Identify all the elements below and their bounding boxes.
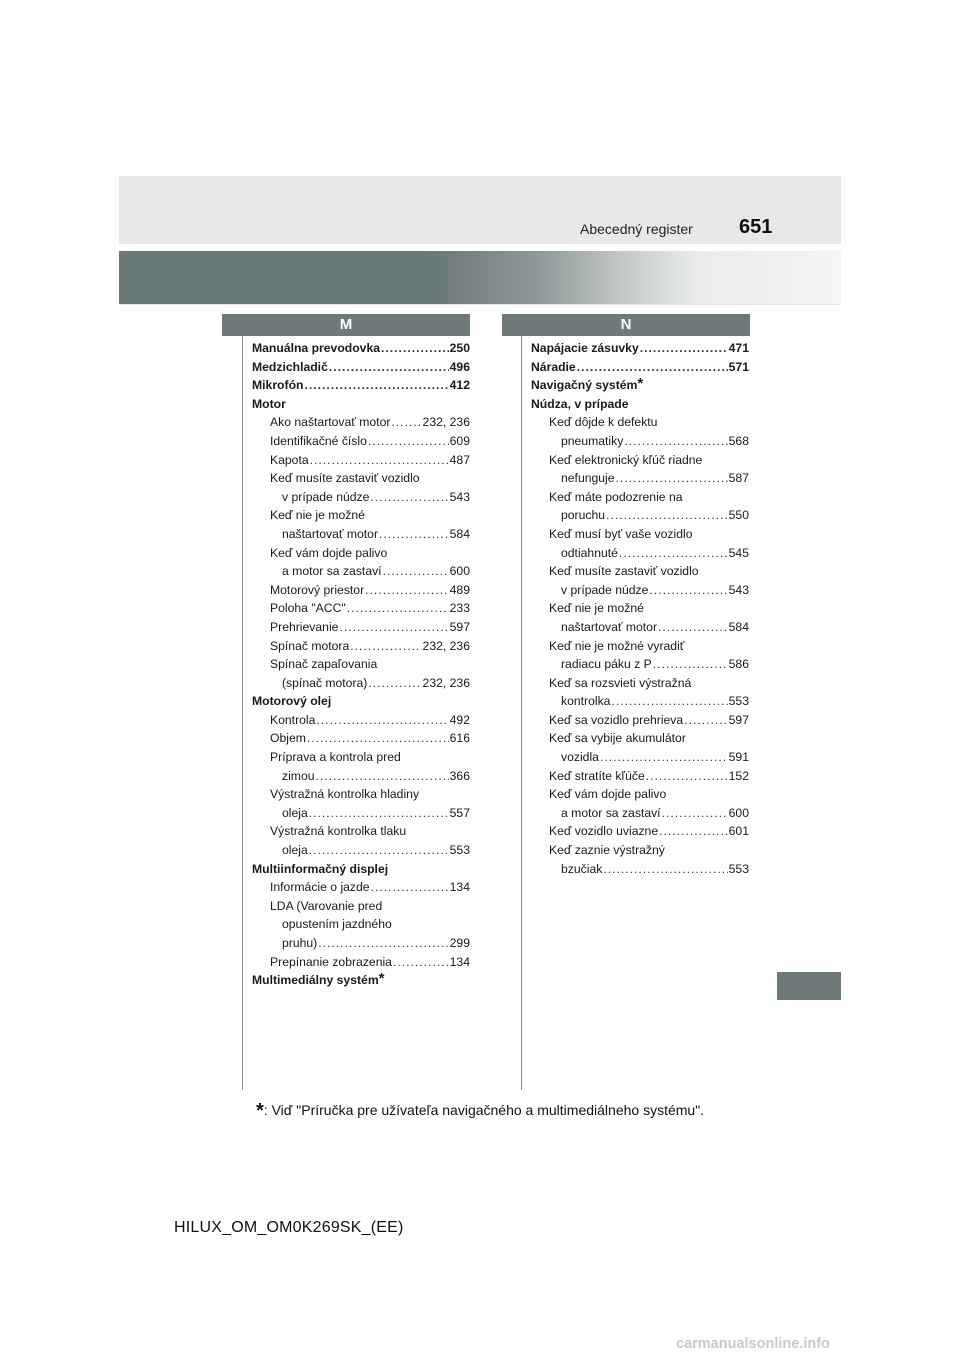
section-letter-m: M	[222, 314, 470, 336]
index-entry	[252, 376, 470, 395]
index-entry-text: v prípade núdze	[282, 489, 370, 504]
index-entry-page: 601	[728, 824, 749, 839]
index-entry-text: LDA (Varovanie pred	[270, 898, 383, 913]
dot-leader	[383, 562, 449, 581]
index-entry-text: Mikrofón	[252, 378, 304, 393]
index-entry-text: Keď sa vozidlo prehrieva	[549, 712, 684, 727]
index-entry-text: Núdza, v prípade	[531, 396, 629, 411]
index-entry-page: 550	[728, 508, 749, 523]
header-bar	[119, 176, 841, 244]
dot-leader	[304, 376, 448, 395]
index-entry-page: 597	[728, 712, 749, 727]
index-entry-text: (spínač motora)	[282, 675, 368, 690]
index-entry	[252, 860, 470, 879]
index-entry	[252, 618, 470, 637]
index-entry	[252, 413, 470, 432]
index-entry	[252, 953, 470, 972]
dot-leader	[649, 581, 727, 600]
index-entry	[531, 729, 749, 748]
index-entry-page: 600	[728, 805, 749, 820]
index-entry-text: pruhu)	[282, 936, 318, 950]
chapter-side-tab	[777, 972, 841, 1000]
index-entry-text: bzučiak	[561, 861, 603, 876]
index-column-n	[531, 339, 749, 878]
index-entry-text: Keď nie je možné vyradiť	[549, 638, 685, 653]
index-entry-text: Kapota	[270, 452, 309, 467]
index-entry	[531, 451, 749, 470]
index-entry-text: Výstražná kontrolka tlaku	[270, 824, 407, 839]
index-entry-text: naštartovať motor	[282, 526, 379, 541]
index-entry-text: Spínač zapaľovania	[270, 657, 378, 672]
index-entry-text: vozidla	[561, 750, 599, 765]
index-entry-page: 571	[728, 359, 749, 374]
dot-leader	[350, 637, 421, 656]
index-entry-page: 489	[449, 582, 470, 597]
column-divider-middle	[521, 336, 522, 1090]
index-entry	[531, 358, 749, 377]
index-entry-text: Náradie	[531, 359, 576, 374]
footnote	[256, 1098, 704, 1121]
index-entry	[252, 748, 470, 767]
index-entry-text: Príprava a kontrola pred	[270, 750, 401, 765]
index-entry-page: 496	[449, 359, 470, 374]
index-entry-text: Keď zaznie výstražný	[549, 843, 665, 858]
index-entry-page: 134	[449, 954, 470, 969]
index-entry	[531, 544, 749, 563]
index-entry-text: opustením jazdného	[282, 917, 392, 932]
dot-leader	[684, 711, 727, 730]
index-entry	[531, 413, 749, 432]
dot-leader	[616, 469, 728, 488]
dot-leader	[316, 711, 448, 730]
index-entry	[531, 674, 749, 693]
index-entry-page: 553	[728, 694, 749, 709]
index-entry: Navigačný systém *	[531, 376, 749, 395]
dot-leader	[368, 432, 449, 451]
index-entry	[531, 804, 749, 823]
index-entry	[252, 339, 470, 358]
dot-leader	[347, 599, 449, 618]
index-entry-text: Keď nie je možné	[270, 508, 365, 523]
index-entry	[531, 841, 749, 860]
dot-leader	[619, 544, 728, 563]
index-entry	[252, 767, 470, 786]
divider	[119, 304, 841, 305]
index-entry	[252, 804, 470, 823]
index-entry	[252, 785, 470, 804]
index-entry-page: 366	[449, 768, 470, 783]
index-entry	[252, 841, 470, 860]
index-entry-text: Keď dôjde k defektu	[549, 415, 658, 430]
index-entry-page: 553	[728, 861, 749, 876]
footnote-text: : Viď "Príručka pre užívateľa navigačného a multimediálneho systému".	[263, 1102, 705, 1118]
index-entry-page: 584	[449, 526, 470, 541]
index-column-m	[252, 339, 470, 990]
section-letter-n: N	[502, 314, 750, 336]
dot-leader	[606, 506, 728, 525]
index-entry-page: 545	[728, 545, 749, 560]
index-entry	[531, 469, 749, 488]
dot-leader	[624, 432, 727, 451]
index-entry	[252, 729, 470, 748]
index-entry-text: Keď vozidlo uviazne	[549, 824, 659, 839]
index-entry	[252, 897, 470, 916]
index-entry-text: Napájacie zásuvky	[531, 341, 639, 355]
index-entry-text: oleja	[282, 805, 308, 820]
index-entry	[531, 488, 749, 507]
index-entry-page: 616	[449, 731, 470, 746]
index-entry-text: Medzichladič	[252, 359, 328, 374]
index-entry-page: 471	[728, 341, 749, 355]
index-entry-text: Keď vám dojde palivo	[270, 545, 388, 560]
dot-leader	[381, 339, 449, 358]
dot-leader	[318, 934, 448, 953]
dot-leader	[603, 860, 727, 879]
index-entry	[531, 822, 749, 841]
dot-leader	[365, 581, 449, 600]
index-entry-text: poruchu	[561, 508, 606, 523]
index-entry	[252, 822, 470, 841]
index-entry-page: 134	[449, 880, 470, 895]
index-entry-text: Motorový priestor	[270, 582, 365, 597]
index-entry-text: Keď musí byť vaše vozidlo	[549, 526, 693, 541]
dot-leader	[640, 339, 728, 358]
dot-leader	[646, 767, 728, 786]
watermark: carmanualsonline.info	[676, 1336, 830, 1352]
index-entry	[252, 506, 470, 525]
index-entry-text: Spínač motora	[270, 638, 350, 653]
dot-leader	[309, 804, 449, 823]
index-entry-text: v prípade núdze	[561, 582, 649, 597]
dot-leader	[662, 804, 728, 823]
index-entry-page: 232, 236	[422, 415, 470, 430]
dot-leader	[329, 358, 449, 377]
dot-leader	[370, 488, 448, 507]
index-entry-text: Poloha "ACC"	[270, 601, 346, 616]
dot-leader	[393, 953, 449, 972]
dot-leader	[316, 767, 449, 786]
dot-leader	[391, 413, 421, 432]
index-entry-text: Multiinformačný displej	[252, 861, 389, 876]
index-entry-text: Kontrola	[270, 712, 316, 727]
index-entry	[252, 599, 470, 618]
index-entry	[531, 692, 749, 711]
column-divider-left	[242, 336, 243, 1090]
index-entry	[531, 562, 749, 581]
index-entry-text: naštartovať motor	[561, 619, 658, 634]
index-entry	[531, 339, 749, 358]
index-entry-page: 543	[728, 582, 749, 597]
index-entry	[531, 618, 749, 637]
index-entry-text: Ako naštartovať motor	[270, 415, 391, 430]
index-entry-text: Informácie o jazde	[270, 880, 370, 895]
index-entry	[252, 655, 470, 674]
index-entry	[252, 525, 470, 544]
index-entry-text: radiacu páku z P	[561, 657, 652, 672]
index-entry-page: 232, 236	[422, 638, 470, 653]
index-entry-page: 557	[449, 805, 470, 820]
index-entry-text: Keď sa vybije akumulátor	[549, 731, 686, 746]
index-entry-text: odtiahnuté	[561, 545, 618, 560]
index-entry-text: pneumatiky	[561, 433, 624, 448]
dot-leader	[339, 618, 448, 637]
index-entry-page: 152	[728, 768, 749, 783]
index-entry-text: zimou	[282, 768, 315, 783]
dot-leader	[600, 748, 728, 767]
index-entry-text: nefunguje	[561, 471, 615, 486]
dot-leader	[379, 525, 449, 544]
index-entry	[531, 785, 749, 804]
index-entry	[531, 748, 749, 767]
index-entry-text: Keď nie je možné	[549, 601, 644, 616]
index-entry-text: Prehrievanie	[270, 619, 339, 634]
index-entry	[252, 488, 470, 507]
index-entry-page: 250	[449, 341, 470, 355]
section-title: Abecedný register	[580, 221, 693, 237]
document-code: HILUX_OM_OM0K269SK_(EE)	[174, 1219, 404, 1236]
index-entry	[252, 544, 470, 563]
index-entry-text: oleja	[282, 843, 308, 858]
index-entry-text: Manuálna prevodovka	[252, 341, 381, 355]
index-entry	[531, 432, 749, 451]
index-entry	[252, 451, 470, 470]
index-entry-page: 587	[728, 471, 749, 486]
index-entry	[252, 915, 470, 934]
index-entry-page: 597	[449, 619, 470, 634]
index-entry-page: 609	[449, 433, 470, 448]
index-entry	[531, 655, 749, 674]
dot-leader	[659, 822, 728, 841]
index-entry	[531, 525, 749, 544]
dot-leader	[577, 358, 728, 377]
dot-leader	[611, 692, 727, 711]
index-entry-text: Keď musíte zastaviť vozidlo	[549, 564, 699, 579]
index-entry-page: 553	[449, 843, 470, 858]
index-entry	[252, 358, 470, 377]
index-entry	[531, 395, 749, 414]
index-entry	[531, 599, 749, 618]
index-entry-page: 412	[449, 378, 470, 393]
index-entry-text: Výstražná kontrolka hladiny	[270, 787, 420, 802]
index-entry-text: Keď musíte zastaviť vozidlo	[270, 471, 420, 486]
index-entry-page: 591	[728, 750, 749, 765]
index-entry	[252, 562, 470, 581]
index-entry	[531, 506, 749, 525]
index-entry-page: 299	[449, 936, 470, 950]
dot-leader	[658, 618, 728, 637]
index-entry	[252, 711, 470, 730]
index-entry	[252, 395, 470, 414]
index-entry: Multimediálny systém *	[252, 971, 470, 990]
index-entry-page: 600	[449, 564, 470, 579]
index-entry	[252, 878, 470, 897]
index-entry	[531, 860, 749, 879]
index-entry	[531, 767, 749, 786]
index-entry-page: 584	[728, 619, 749, 634]
dot-leader	[307, 729, 449, 748]
index-entry-text: Keď elektronický kľúč riadne	[549, 452, 703, 467]
index-entry-text: Keď sa rozsvieti výstražná	[549, 675, 692, 690]
index-entry	[252, 637, 470, 656]
dot-leader	[309, 841, 449, 860]
index-entry-text: Identifikačné číslo	[270, 433, 367, 448]
index-entry-text: Motorový olej	[252, 694, 332, 709]
index-entry-text: a motor sa zastaví	[561, 805, 661, 820]
index-entry-text: Keď stratíte kľúče	[549, 768, 645, 783]
index-entry-text: Prepínanie zobrazenia	[270, 954, 392, 969]
decorative-gradient-band	[119, 251, 841, 304]
index-entry	[252, 692, 470, 711]
dot-leader	[368, 674, 421, 693]
footnote-star: *	[256, 1100, 264, 1122]
index-entry-text: Motor	[252, 396, 286, 411]
dot-leader	[371, 878, 449, 897]
index-entry-page: 586	[728, 657, 749, 672]
index-entry	[252, 581, 470, 600]
index-entry-page: 232, 236	[422, 675, 470, 690]
index-entry	[252, 432, 470, 451]
index-entry-page: 543	[449, 489, 470, 504]
index-entry-text: kontrolka	[561, 694, 611, 709]
index-entry-text: a motor sa zastaví	[282, 564, 382, 579]
index-entry	[252, 674, 470, 693]
index-entry	[252, 934, 470, 953]
index-entry-page: 487	[449, 452, 470, 467]
index-entry-text: Objem	[270, 731, 306, 746]
index-entry-page: 492	[449, 712, 470, 727]
page-number: 651	[739, 216, 773, 238]
index-entry-text: Multimediálny systém	[252, 973, 379, 988]
index-entry-text: Keď vám dojde palivo	[549, 787, 667, 802]
dot-leader	[310, 451, 449, 470]
index-entry	[531, 637, 749, 656]
index-entry-text: Keď máte podozrenie na	[549, 489, 683, 504]
index-entry	[531, 711, 749, 730]
index-entry-page: 568	[728, 433, 749, 448]
index-entry-page: 233	[449, 601, 470, 616]
index-entry-text: Navigačný systém	[531, 378, 638, 393]
dot-leader	[653, 655, 728, 674]
index-entry	[252, 469, 470, 488]
index-entry	[531, 581, 749, 600]
